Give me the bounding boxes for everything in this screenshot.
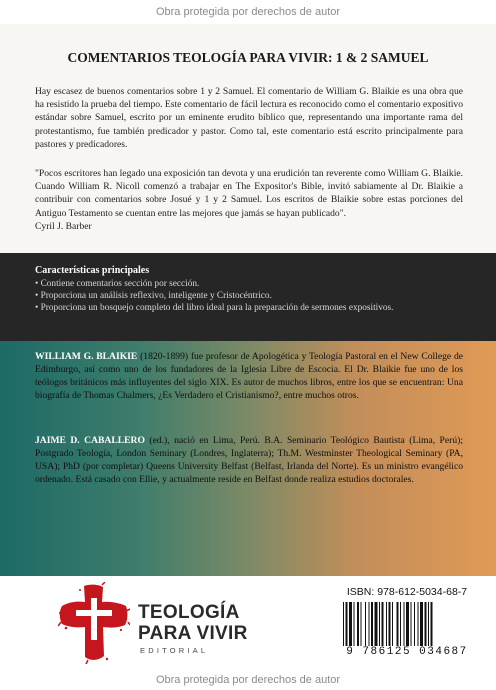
endorsement-quote: "Pocos escritores han legado una exposición tan devota y una erudición tan reverente como William G. Blaikie. Cuando William R. Nicoll comenzó a trabajar en The Expositor's Bible, invitó sabiamente al Dr. Blaikie a contribuir con comentarios sobre Josué y 1 y 2 Samuel. Los escritos de Blaikie sobre estas porciones del Antiguo Testamento se cuentan entre las mejores que jamás se hayan publicado". — [35, 168, 464, 219]
feature-item: • Contiene comentarios sección por sección. — [35, 279, 200, 289]
barcode-icon — [341, 602, 473, 646]
author-bio-caballero — [35, 434, 463, 486]
author-bio-text: (ed.), nació en Lima, Perú. B.A. Seminario Teológico Bautista (Lima, Perú); Postgrado Teología, London Seminary (Londres, Inglaterra); Th.M. Westminster Theological Seminary (PA, USA); PhD (por completar) Queens University Belfast (Belfast, Irlanda del Norte). Es un ministro evangélico ordenado. Está casado con Ellie, y actualmente reside en Belfast donde realiza estudios doctorales. — [35, 435, 464, 486]
watermark-bottom: Obra protegida por derechos de autor — [155, 674, 341, 686]
publisher-name-line3: EDITORIAL — [140, 646, 209, 655]
barcode-digits: 9 786125 034687 — [346, 646, 468, 658]
intro-paragraph: Hay escasez de buenos comentarios sobre 1 y 2 Samuel. El comentario de William G. Blaikie es una obra que ha resistido la prueba del tiempo. Este comentario de fácil lectura es reconocido como el comentario expositivo estándar sobre Samuel, escrito por un eminente erudito bíblico que, representando una importante rama del protestantismo, fue también predicador y pastor. Como tal, este comentario está escrito principalmente para pastores y predicadores. — [35, 86, 463, 150]
barcode-box — [333, 584, 481, 676]
publisher-name-line2: PARA VIVIR — [138, 623, 248, 644]
author-bio-text: (1820-1899) fue profesor de Apologética y Teología Pastoral en el New College de Edimburgo, así como uno de los fundadores de la Iglesia Libre de Escocia. El Dr. Blaikie fue uno de los teólogos británicos más influyentes del siglo XIX. Es autor de muchos libros, entre los que se encuentran: Una biografía de Thomas Chalmers, ¿Es Verdadero el Cristianismo?, entre muchos otros. — [35, 351, 463, 402]
features-heading: Características principales — [35, 265, 150, 276]
book-title: COMENTARIOS TEOLOGÍA PARA VIVIR: 1 & 2 SAMUEL — [67, 50, 429, 65]
endorsement-attribution: Cyril J. Barber — [35, 221, 92, 232]
isbn-label: ISBN: 978-612-5034-68-7 — [346, 586, 468, 598]
author-bio-blaikie — [35, 350, 463, 402]
feature-item: • Proporciona un análisis reflexivo, inteligente y Cristocéntrico. — [35, 291, 272, 302]
author-bios-section — [0, 341, 496, 576]
features-list — [35, 278, 475, 315]
author-name: JAIME D. CABALLERO — [35, 435, 145, 446]
watermark-top: Obra protegida por derechos de autor — [155, 6, 341, 18]
publisher-name-line1: TEOLOGÍA — [138, 602, 240, 623]
cross-logo-icon — [58, 582, 130, 664]
author-name: WILLIAM G. BLAIKIE — [35, 351, 138, 362]
features-section — [0, 253, 496, 341]
feature-item: • Proporciona un bosquejo completo del libro ideal para la preparación de sermones expositivos. — [35, 303, 394, 314]
